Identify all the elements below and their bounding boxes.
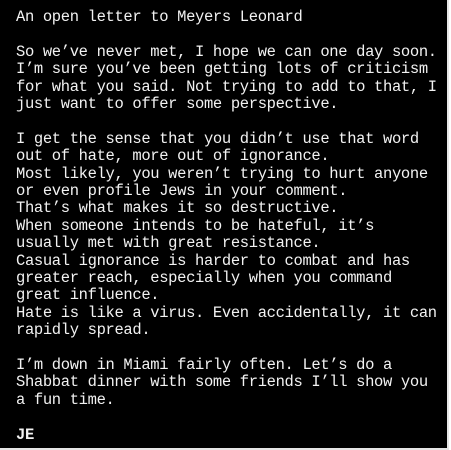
- paragraph2-line: out of hate, more out of ignorance.: [16, 147, 330, 166]
- paragraph-gap: [16, 409, 441, 426]
- paragraph1-line: So we’ve never met, I hope we can one day soon.: [16, 42, 437, 61]
- paragraph2-line: usually met with great resistance.: [16, 234, 321, 253]
- paragraph2-line: I get the sense that you didn’t use that word: [16, 129, 419, 148]
- paragraph1-line: for what you said. Not trying to add to that, I: [16, 77, 437, 96]
- paragraph2-line: When someone intends to be hateful, it’s: [16, 216, 375, 235]
- paragraph3-line: I’m down in Miami fairly often. Let’s do a: [16, 356, 392, 375]
- paragraph2-line: greater reach, especially when you command: [16, 269, 392, 288]
- letter-title: An open letter to Meyers Leonard: [16, 8, 303, 26]
- paragraph1-line: I’m sure you’ve been getting lots of criticism: [16, 60, 428, 79]
- paragraph-gap: [16, 26, 441, 43]
- paragraph1-line: just want to offer some perspective.: [16, 95, 339, 114]
- paragraph3-line: a fun time.: [16, 390, 115, 409]
- letter-content: [16, 9, 441, 444]
- paragraph2-line: Most likely, you weren’t trying to hurt anyone: [16, 164, 428, 183]
- paragraph2-line: Hate is like a virus. Even accidentally, it can: [16, 303, 437, 322]
- paragraph3-line: Shabbat dinner with some friends I’ll show you: [16, 373, 428, 392]
- paragraph2-line: rapidly spread.: [16, 321, 151, 340]
- paragraph-gap: [16, 340, 441, 357]
- signature: JE: [16, 425, 34, 444]
- paragraph2-line: Casual ignorance is harder to combat and has: [16, 251, 410, 270]
- paragraph-gap: [16, 113, 441, 130]
- paragraph2-line: or even profile Jews in your comment.: [16, 182, 348, 201]
- paragraph2-line: great influence.: [16, 286, 160, 305]
- paragraph2-line: That’s what makes it so destructive.: [16, 199, 339, 218]
